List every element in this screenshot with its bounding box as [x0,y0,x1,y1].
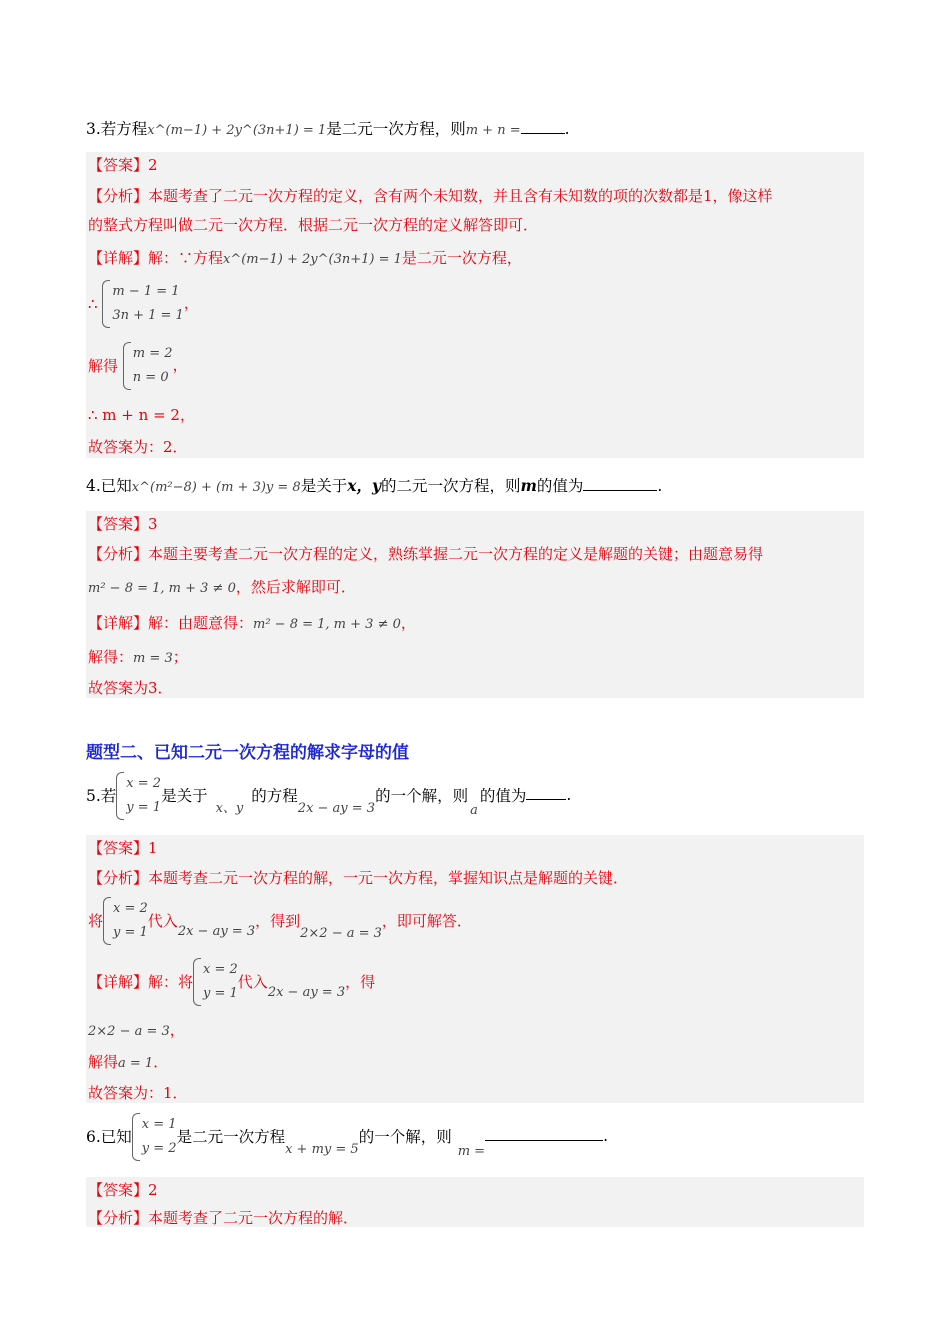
variable: a [470,803,478,818]
equation: 2×2 − a = 3 [300,926,382,941]
comma: ， [183,294,199,312]
expression: m + n = [465,123,521,138]
question-text: 的值为 [479,787,527,805]
analysis-line-2: 的整式方程叫做二元一次方程．根据二元一次方程的定义解答即可． [88,216,539,234]
analysis-line: 【分析】本题考查了二元一次方程的解． [88,1209,359,1227]
equation-system-2 [88,342,188,390]
system-brace [193,958,238,1006]
equation: x^(m²−8) + (m + 3)y = 8 [131,480,301,495]
equation: m² − 8 = 1, m + 3 ≠ 0 [88,581,236,596]
plug-tail: ，即可解答． [381,912,472,930]
system-line: y = 1 [126,800,162,815]
system-line: x = 2 [203,962,238,977]
analysis-line: 【分析】本题考查二元一次方程的解，一元一次方程，掌握知识点是解题的关键． [88,869,629,887]
answer-blank [485,1126,603,1141]
variable: m [520,476,537,495]
solve-line [88,1052,168,1074]
plug-mid: ，得到 [255,912,301,930]
equation: x + my = 5 [285,1142,359,1157]
equation: 2x − ay = 3 [297,801,376,816]
expression: m = [457,1144,486,1159]
system-line: y = 2 [141,1141,177,1156]
comma: ， [169,1021,185,1039]
detail-prefix: 【详解】解：∵方程 [88,249,224,267]
answer-label: 【答案】2 [88,1181,158,1199]
equation: x^(m−1) + 2y^(3n+1) = 1 [223,252,402,267]
answer-blank [526,785,566,800]
final-answer: 故答案为：1． [88,1084,188,1102]
detail-prefix: 【详解】解：由题意得： [88,614,254,632]
system-line: x = 2 [113,901,148,916]
question-text: 的一个解，则 [375,787,469,805]
question-text: 是关于 [300,477,348,495]
final-answer: 故答案为3． [88,679,173,697]
question-6 [86,1113,608,1163]
detail-prefix: 【详解】解：将 [88,973,194,991]
question-text: 的一个解，则 [358,1128,452,1146]
answer-box-4 [86,511,864,698]
answer-blank [583,476,657,491]
equation: m = 3 [133,651,173,666]
solve-line [88,647,188,669]
question-number: 4.已知 [86,477,132,495]
solve-prefix: 解得： [88,648,134,666]
section-heading: 题型二、已知二元一次方程的解求字母的值 [86,743,409,763]
system-brace [123,342,173,390]
question-text: 的二元一次方程，则 [380,477,521,495]
period: ． [153,1053,169,1071]
semicolon: ； [172,648,188,666]
detail-line [88,958,375,1006]
detail-line [88,613,416,635]
period: . [564,120,570,138]
system-brace [132,1113,177,1161]
system-line: y = 1 [113,925,148,940]
solve-prefix: 解得 [88,1053,119,1071]
answer-blank [521,119,565,134]
equation: x^(m−1) + 2y^(3n+1) = 1 [147,123,327,138]
equation: a = 1 [118,1056,154,1071]
analysis-line-2 [88,577,356,599]
question-3 [86,118,570,142]
plug-mid: 代入 [147,912,178,930]
period: . [657,477,663,495]
system-brace [102,280,184,328]
system-brace [103,897,148,945]
comma: ， [400,614,416,632]
equation: 2×2 − a = 3 [88,1024,170,1039]
answer-label: 【答案】2 [88,156,158,174]
equation-line [88,1020,185,1042]
equation: 2x − ay = 3 [267,985,346,1000]
question-text: 是二元一次方程，则 [326,120,466,138]
system-line: x = 1 [141,1117,177,1132]
analysis-line-1: 【分析】本题主要考查二元一次方程的定义，熟练掌握二元一次方程的定义是解题的关键；由题意易得 [88,545,764,563]
equation: m² − 8 = 1, m + 3 ≠ 0 [253,617,401,632]
question-text: 是二元一次方程 [176,1128,286,1146]
final-answer: 故答案为：2． [88,438,188,456]
question-number: 3.若方程 [86,120,148,138]
question-number: 5.若 [86,787,117,805]
system-line: 3n + 1 = 1 [112,308,184,323]
detail-line [88,248,522,270]
system-brace [116,772,161,820]
question-text: 的值为 [536,477,584,495]
plug-prefix: 将 [88,912,104,930]
solve-prefix: 解得 [88,357,119,375]
question-text: 的方程 [251,787,298,805]
result-line: ∴ m + n = 2， [88,406,195,424]
comma: ， [172,356,188,374]
variables: x，y [347,476,381,495]
equation-system-1 [88,280,199,328]
analysis-line-1: 【分析】本题考查了二元一次方程的定义，含有两个未知数，并且含有未知数的项的次数都是1，像这样 [88,187,773,205]
system-line: m = 2 [132,346,173,361]
plug-in-line [88,897,472,945]
answer-label: 【答案】1 [88,839,158,857]
equation: 2x − ay = 3 [177,924,256,939]
variables: x、y [215,801,244,816]
detail-tail: ，得 [345,973,376,991]
period: . [603,1127,608,1145]
answer-label: 【答案】3 [88,515,158,533]
question-4 [86,475,662,499]
therefore-symbol: ∴ [88,295,98,313]
question-number: 6.已知 [86,1128,132,1146]
system-line: x = 2 [126,776,162,791]
question-text: 是关于 [161,787,208,805]
system-line: y = 1 [203,986,238,1001]
period: . [566,786,572,804]
detail-suffix: 是二元一次方程， [401,249,522,267]
system-line: m − 1 = 1 [112,284,180,299]
system-line: n = 0 [132,370,169,385]
question-5 [86,772,571,822]
analysis-tail: ，然后求解即可． [235,578,356,596]
detail-mid: 代入 [237,973,268,991]
